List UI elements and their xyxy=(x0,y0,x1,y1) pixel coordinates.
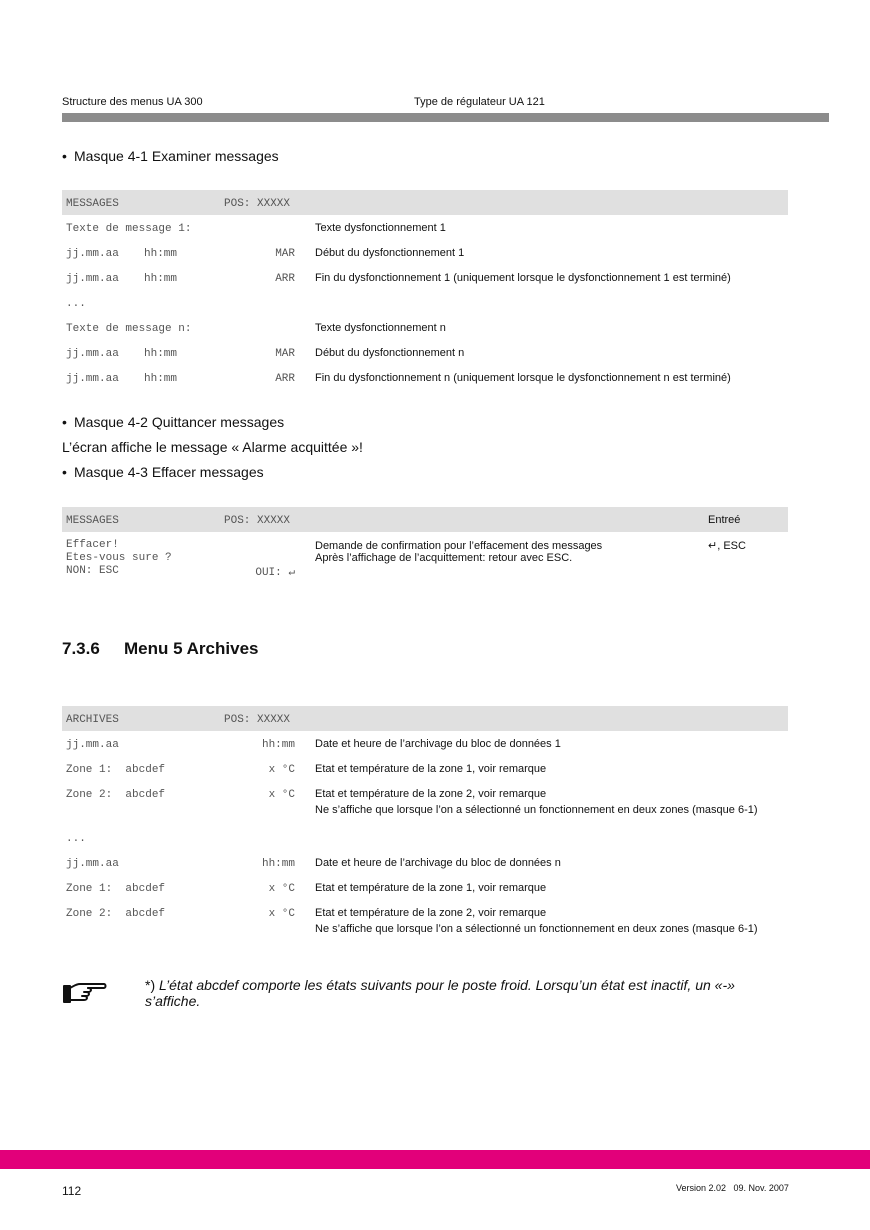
cell-desc: Date et heure de l’archivage du bloc de données n xyxy=(315,857,561,869)
cell-desc: Texte dysfonctionnement n xyxy=(315,322,446,334)
cell-time: hh:mm xyxy=(144,248,178,260)
table-row xyxy=(62,265,788,290)
cell-desc: Etat et température de la zone 1, voir remarque xyxy=(315,882,547,894)
cell-value: x °C xyxy=(268,789,295,801)
table-row xyxy=(62,315,788,340)
header-col-1: ARCHIVES xyxy=(66,714,119,726)
table-row xyxy=(62,756,788,781)
header-col-1: MESSAGES xyxy=(66,198,119,210)
cell-ellipsis: ... xyxy=(66,298,86,310)
table-row xyxy=(62,850,788,875)
table-row xyxy=(62,532,788,582)
note-text: *) L’état abcdef comporte les états suivants pour le poste froid. Lorsqu’un état est inactif, un «-» s’affiche. xyxy=(145,977,735,1009)
table-header xyxy=(62,507,788,532)
erase-table xyxy=(62,507,788,582)
cell-date: jj.mm.aa xyxy=(66,739,119,751)
cell-desc: Fin du dysfonctionnement 1 (uniquement lorsque le dysfonctionnement 1 est terminé) xyxy=(315,272,731,284)
table-row xyxy=(62,240,788,265)
cell-desc-2: Après l’affichage de l’acquittement: retour avec ESC. xyxy=(315,552,573,564)
header-center: Type de régulateur UA 121 xyxy=(414,96,545,108)
cell-ellipsis: ... xyxy=(66,833,86,845)
table-row xyxy=(62,825,788,850)
cell-screen: Texte de message 1: xyxy=(66,223,192,235)
bullet-mask-4-1: • Masque 4-1 Examiner messages xyxy=(62,148,279,164)
cell-desc: Fin du dysfonctionnement n (uniquement lorsque le dysfonctionnement n est terminé) xyxy=(315,372,731,384)
cell-desc-2: Ne s’affiche que lorsque l’on a sélectionné un fonctionnement en deux zones (masque 6-1) xyxy=(315,804,758,816)
cell-zone: Zone 1: abcdef xyxy=(66,764,166,776)
footer-bar xyxy=(0,1150,870,1169)
cell-value: x °C xyxy=(268,883,295,895)
table-header xyxy=(62,706,788,731)
page-number: 112 xyxy=(62,1184,82,1198)
table-row xyxy=(62,781,788,825)
bullet-mask-4-2: • Masque 4-2 Quittancer messages xyxy=(62,414,285,430)
cell-status: ARR xyxy=(275,273,295,285)
cell-desc: Etat et température de la zone 1, voir remarque xyxy=(315,763,547,775)
cell-desc: Etat et température de la zone 2, voir remarque xyxy=(315,788,547,800)
section-heading: 7.3.6 Menu 5 Archives xyxy=(62,639,259,658)
table-row xyxy=(62,290,788,315)
cell-zone: Zone 2: abcdef xyxy=(66,908,166,920)
cell-status: ARR xyxy=(275,373,295,385)
header-col-2: POS: XXXXX xyxy=(224,714,291,726)
cell-zone: Zone 1: abcdef xyxy=(66,883,166,895)
bullet-mask-4-3: • Masque 4-3 Effacer messages xyxy=(62,464,264,480)
header-col-2: POS: XXXXX xyxy=(224,515,291,527)
cell-desc: Demande de confirmation pour l’effacement des messages xyxy=(315,540,603,552)
screen-oui: OUI: ↵ xyxy=(255,567,295,579)
cell-value: hh:mm xyxy=(261,858,295,870)
table-row xyxy=(62,215,788,240)
cell-desc: Début du dysfonctionnement 1 xyxy=(315,247,465,259)
header-entree: Entreé xyxy=(708,514,741,526)
cell-date: jj.mm.aa xyxy=(66,273,119,285)
messages-table xyxy=(62,190,788,390)
table-row xyxy=(62,340,788,365)
cell-status: MAR xyxy=(275,348,295,360)
cell-desc-2: Ne s’affiche que lorsque l’on a sélectionné un fonctionnement en deux zones (masque 6-1) xyxy=(315,923,758,935)
table-row xyxy=(62,875,788,900)
header-left: Structure des menus UA 300 xyxy=(62,96,203,108)
cell-desc: Début du dysfonctionnement n xyxy=(315,347,465,359)
cell-date: jj.mm.aa xyxy=(66,248,119,260)
cell-value: hh:mm xyxy=(261,739,295,751)
cell-status: MAR xyxy=(275,248,295,260)
header-rule xyxy=(62,113,829,122)
mask-4-2-text: L’écran affiche le message « Alarme acquittée »! xyxy=(62,439,363,455)
screen-line-3: NON: ESC xyxy=(66,565,119,577)
table-header xyxy=(62,190,788,215)
cell-screen: Texte de message n: xyxy=(66,323,192,335)
cell-value: x °C xyxy=(268,764,295,776)
header-col-1: MESSAGES xyxy=(66,515,119,527)
screen-line-2: Etes-vous sure ? xyxy=(66,552,172,564)
cell-entree: ↵, ESC xyxy=(708,540,746,552)
cell-value: x °C xyxy=(268,908,295,920)
cell-desc: Texte dysfonctionnement 1 xyxy=(315,222,446,234)
pointing-hand-icon xyxy=(62,980,108,1006)
cell-zone: Zone 2: abcdef xyxy=(66,789,166,801)
cell-date: jj.mm.aa xyxy=(66,858,119,870)
version-date: Version 2.02 09. Nov. 2007 xyxy=(676,1183,789,1193)
cell-desc: Etat et température de la zone 2, voir remarque xyxy=(315,907,547,919)
table-row xyxy=(62,731,788,756)
header-col-2: POS: XXXXX xyxy=(224,198,291,210)
table-row xyxy=(62,900,788,944)
cell-date: jj.mm.aa xyxy=(66,348,119,360)
table-row xyxy=(62,365,788,390)
cell-time: hh:mm xyxy=(144,348,178,360)
cell-desc: Date et heure de l’archivage du bloc de données 1 xyxy=(315,738,561,750)
screen-line-1: Effacer! xyxy=(66,539,119,551)
cell-time: hh:mm xyxy=(144,273,178,285)
archives-table xyxy=(62,706,788,944)
cell-date: jj.mm.aa xyxy=(66,373,119,385)
cell-time: hh:mm xyxy=(144,373,178,385)
